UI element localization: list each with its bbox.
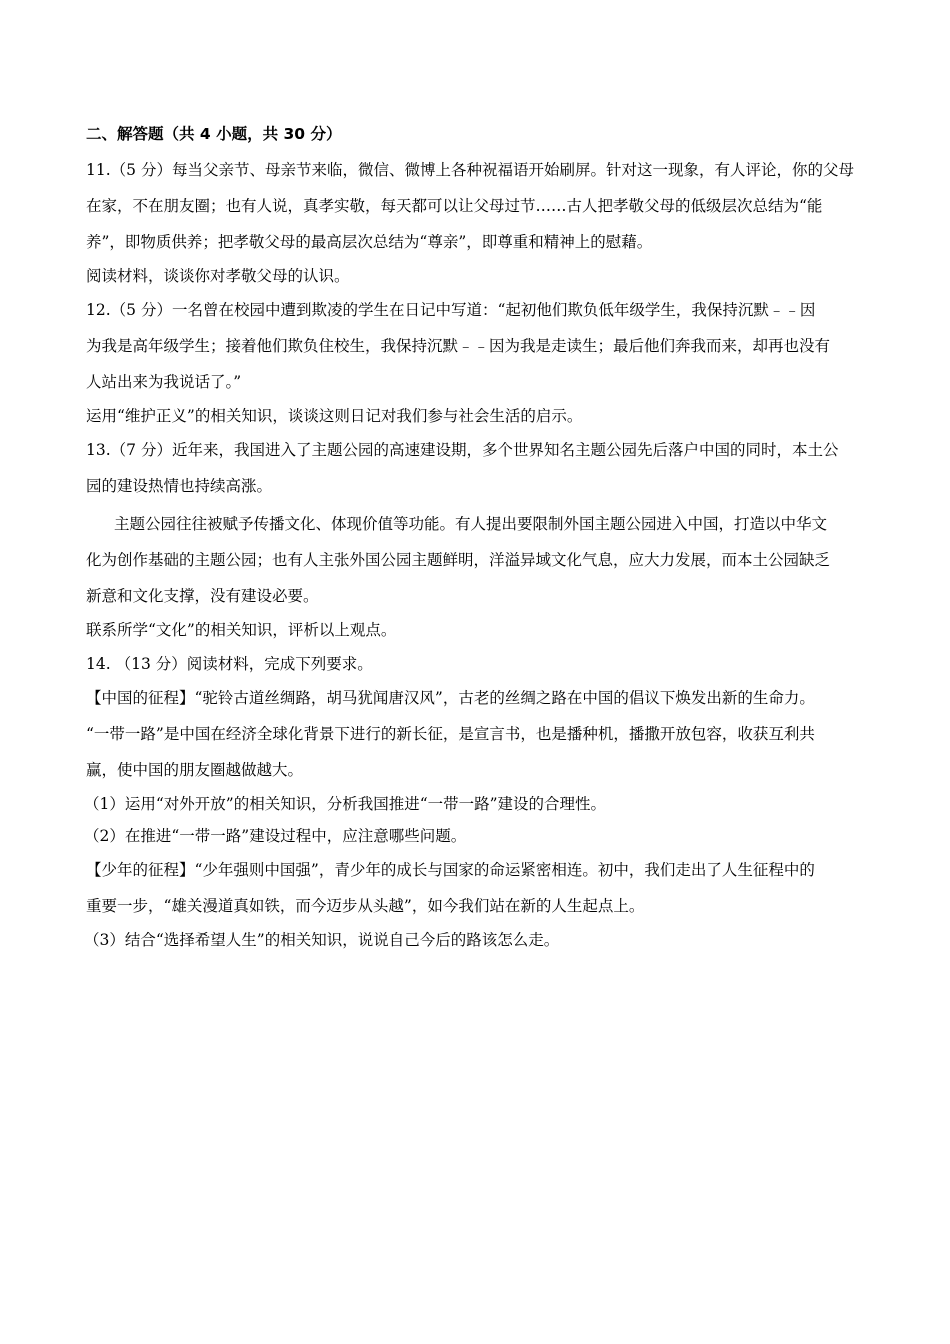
q11-line-3: 养”，即物质供养；把孝敬父母的最高层次总结为“尊亲”，即尊重和精神上的慰藉。 <box>86 233 653 251</box>
q12-task: 运用“维护正义”的相关知识，谈谈这则日记对我们参与社会生活的启示。 <box>86 407 583 425</box>
q13-line-4: 化为创作基础的主题公园；也有人主张外国公园主题鲜明，洋溢异域文化气息，应大力发展，而本土公园缺乏 <box>86 551 831 569</box>
q14-line-2: 【中国的征程】“驼铃古道丝绸路，胡马犹闻唐汉风”，古老的丝绸之路在中国的倡议下焕发出新的生命力。 <box>86 689 815 707</box>
q11-line-1: 11.（5 分）每当父亲节、母亲节来临，微信、微博上各种祝福语开始刷屏。针对这一现象，有人评论，你的父母 <box>86 161 854 179</box>
q13-line-1: 13.（7 分）近年来，我国进入了主题公园的高速建设期，多个世界知名主题公园先后落户中国的同时，本土公 <box>86 441 839 459</box>
q12-line-1: 12.（5 分）一名曾在校园中遭到欺凌的学生在日记中写道：“起初他们欺负低年级学生，我保持沉默﹣﹣因 <box>86 301 816 319</box>
q14-line-6: 重要一步，“雄关漫道真如铁，而今迈步从头越”，如今我们站在新的人生起点上。 <box>86 897 645 915</box>
q14-line-4: 赢，使中国的朋友圈越做越大。 <box>86 761 304 779</box>
q14-line-5: 【少年的征程】“少年强则中国强”，青少年的成长与国家的命运紧密相连。初中，我们走出了人生征程中的 <box>86 861 815 879</box>
q14-line-1: 14. （13 分）阅读材料，完成下列要求。 <box>86 655 373 673</box>
q12-line-3: 人站出来为我说话了。” <box>86 373 242 391</box>
q13-line-2: 园的建设热情也持续高涨。 <box>86 477 273 495</box>
section-heading: 二、解答题（共 4 小题，共 30 分） <box>86 125 342 143</box>
q13-line-5: 新意和文化支撑，没有建设必要。 <box>86 587 319 605</box>
q11-task: 阅读材料，谈谈你对孝敬父母的认识。 <box>86 267 350 285</box>
q12-line-2: 为我是高年级学生；接着他们欺负住校生，我保持沉默﹣﹣因为我是走读生；最后他们奔我而来，却再也没有 <box>86 337 831 355</box>
q14-sub-question-1: （1）运用“对外开放”的相关知识，分析我国推进“一带一路”建设的合理性。 <box>84 795 607 813</box>
q11-line-2: 在家，不在朋友圈；也有人说，真孝实敬，每天都可以让父母过节……古人把孝敬父母的低级层次总结为“能 <box>86 197 823 215</box>
q13-line-3: 主题公园往往被赋予传播文化、体现价值等功能。有人提出要限制外国主题公园进入中国，打造以中华文 <box>114 515 828 533</box>
q14-line-3: “一带一路”是中国在经济全球化背景下进行的新长征，是宣言书，也是播种机，播撒开放包容，收获互利共 <box>86 725 815 743</box>
q14-sub-question-2: （2）在推进“一带一路”建设过程中，应注意哪些问题。 <box>84 827 467 845</box>
q14-sub-question-3: （3）结合“选择希望人生”的相关知识，说说自己今后的路该怎么走。 <box>84 931 560 949</box>
q13-task: 联系所学“文化”的相关知识，评析以上观点。 <box>86 621 397 639</box>
